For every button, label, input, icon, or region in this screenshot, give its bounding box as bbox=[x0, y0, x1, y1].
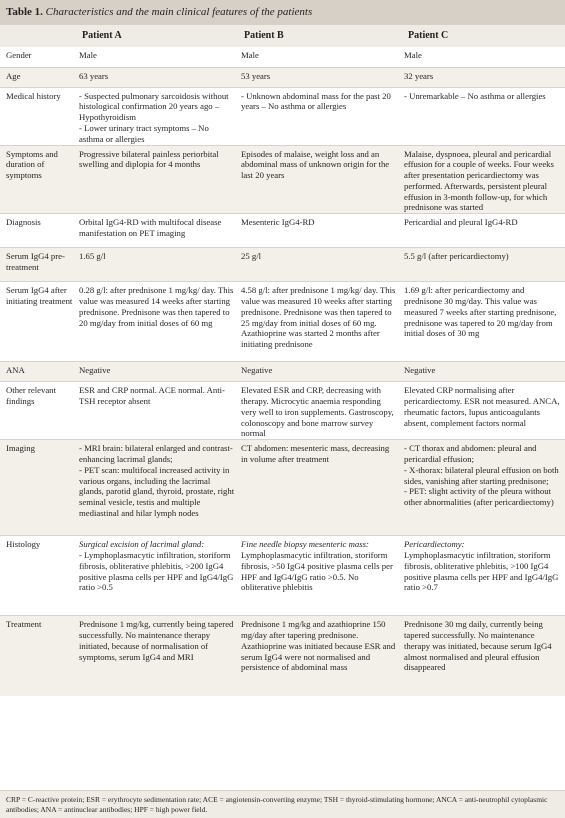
cell-patient-c bbox=[401, 67, 565, 87]
cell-text: Negative bbox=[404, 365, 436, 376]
cell-patient-b bbox=[238, 214, 401, 248]
column-header-patient-c: Patient C bbox=[408, 30, 449, 41]
cell-text: Prednisone 30 mg daily, currently being tapered successfully. No maintenance therapy was initiated, because serum IgG4 almost normalised and pleural effusion disappeared bbox=[404, 619, 552, 673]
cell-text: 25 g/l bbox=[241, 251, 262, 262]
cell-patient-b bbox=[238, 145, 401, 214]
row-label bbox=[0, 440, 76, 536]
cell-text: - PET: slight activity of the pleura without other abnormalities (after pericardiectomy) bbox=[404, 486, 554, 508]
cell-patient-c bbox=[401, 536, 565, 616]
table-row bbox=[0, 47, 565, 67]
row-label bbox=[0, 87, 76, 145]
cell-text: Serum IgG4 pre-treatment bbox=[6, 251, 65, 273]
row-label bbox=[0, 362, 76, 382]
cell-text: CT abdomen: mesenteric mass, decreasing in volume after treatment bbox=[241, 443, 390, 465]
cell-patient-b bbox=[238, 362, 401, 382]
table-row bbox=[0, 536, 565, 616]
cell-text: 53 years bbox=[241, 70, 271, 81]
cell-text: - X-thorax: bilateral pleural effusion on both sides, vanishing after starting prednisone; bbox=[404, 464, 559, 486]
cell-patient-c bbox=[401, 248, 565, 282]
table-row bbox=[0, 440, 565, 536]
cell-patient-b bbox=[238, 248, 401, 282]
cell-text: - Unknown abdominal mass for the past 20 years – No asthma or allergies bbox=[241, 90, 391, 112]
row-label bbox=[0, 67, 76, 87]
cell-patient-c bbox=[401, 362, 565, 382]
table-caption: Characteristics and the main clinical features of the patients bbox=[45, 6, 313, 18]
cell-text: Other relevant findings bbox=[6, 385, 56, 407]
cell-text: 1.65 g/l bbox=[79, 251, 106, 262]
row-label bbox=[0, 248, 76, 282]
cell-patient-c bbox=[401, 440, 565, 536]
cell-text: Negative bbox=[79, 365, 111, 376]
cell-patient-b bbox=[238, 47, 401, 67]
cell-text: Treatment bbox=[6, 619, 42, 630]
cell-text: 5.5 g/l (after pericardiectomy) bbox=[404, 251, 509, 262]
cell-text: ESR and CRP normal. ACE normal. Anti-TSH receptor absent bbox=[79, 385, 225, 407]
column-header-patient-b: Patient B bbox=[244, 30, 284, 41]
table-row bbox=[0, 616, 565, 696]
cell-patient-a bbox=[76, 440, 238, 536]
histology-method: Pericardiectomy: bbox=[404, 539, 465, 550]
table-row bbox=[0, 145, 565, 214]
cell-patient-a bbox=[76, 214, 238, 248]
cell-patient-b bbox=[238, 382, 401, 440]
cell-text: Male bbox=[404, 50, 422, 60]
cell-patient-b bbox=[238, 616, 401, 696]
cell-patient-c bbox=[401, 47, 565, 67]
table-row bbox=[0, 67, 565, 87]
cell-text: - Suspected pulmonary sarcoidosis without histological confirmation 20 years ago – Hypothyroidism bbox=[79, 90, 229, 123]
cell-text: - Unremarkable – No asthma or allergies bbox=[404, 90, 546, 101]
histology-method: Surgical excision of lacrimal gland: bbox=[79, 539, 205, 550]
cell-patient-a bbox=[76, 362, 238, 382]
row-label bbox=[0, 282, 76, 362]
cell-text: 4.58 g/l: after prednisone 1 mg/kg/ day. This value was measured 10 weeks after starting prednisone. Prednisone was then tapered to 25 mg/day from initial doses of 60 mg. Azathioprine was started 2 months after initiating prednisone bbox=[241, 285, 396, 350]
cell-text: Prednisone 1 mg/kg, currently being tapered successfully. No maintenance therapy initiated, because of normalisation of symptoms, serum IgG4 and MRI bbox=[79, 619, 234, 662]
table-row bbox=[0, 282, 565, 362]
cell-text: Pericardial and pleural IgG4-RD bbox=[404, 217, 518, 228]
row-label bbox=[0, 47, 76, 67]
cell-text: Lymphoplasmacytic infiltration, storiform fibrosis, >50 IgG4 positive plasma cells per HPF and IgG4/IgG ratio >0.5. No obliterative phlebitis bbox=[241, 550, 393, 593]
cell-patient-b bbox=[238, 87, 401, 145]
cell-patient-c bbox=[401, 616, 565, 696]
cell-patient-b bbox=[238, 440, 401, 536]
cell-patient-a bbox=[76, 282, 238, 362]
row-label bbox=[0, 536, 76, 616]
cell-patient-b bbox=[238, 536, 401, 616]
row-label bbox=[0, 145, 76, 214]
column-header-patient-a: Patient A bbox=[82, 30, 122, 41]
cell-patient-a bbox=[76, 67, 238, 87]
cell-text: Medical history bbox=[6, 90, 61, 101]
cell-text: Serum IgG4 after initiating treatment bbox=[6, 285, 73, 307]
cell-text: Symptoms and duration of symptoms bbox=[6, 148, 58, 181]
cell-text: Episodes of malaise, weight loss and an abdominal mass of unknown origin for the last 20 years bbox=[241, 148, 390, 181]
clinical-features-table bbox=[0, 47, 565, 696]
cell-text: Gender bbox=[6, 50, 32, 60]
cell-text: Elevated ESR and CRP, decreasing with therapy. Microcytic anaemia responding very well to iron supplements. Gastroscopy, colonoscopy and bone marrow survey normal bbox=[241, 385, 394, 439]
cell-patient-c bbox=[401, 87, 565, 145]
cell-text: - MRI brain: bilateral enlarged and contrast-enhancing lacrimal glands; bbox=[79, 443, 233, 465]
cell-patient-c bbox=[401, 282, 565, 362]
table-row bbox=[0, 362, 565, 382]
cell-patient-c bbox=[401, 214, 565, 248]
cell-patient-a bbox=[76, 145, 238, 214]
histology-method: Fine needle biopsy mesenteric mass: bbox=[241, 539, 369, 550]
table-label: Table 1. bbox=[6, 6, 43, 18]
cell-text: Lymphoplasmacytic infiltration, storiform fibrosis, obliterative phlebitis, >100 IgG4 positive plasma cells per HPF and IgG4/IgG ratio >0.7 bbox=[404, 550, 559, 593]
cell-text: Age bbox=[6, 70, 21, 81]
table-row bbox=[0, 214, 565, 248]
table-row bbox=[0, 87, 565, 145]
row-label bbox=[0, 616, 76, 696]
cell-patient-a bbox=[76, 536, 238, 616]
cell-text: 0.28 g/l: after prednisone 1 mg/kg/ day. This value was measured 14 weeks after starting prednisone. Prednisone was then tapered to 20 mg/day from initial doses of 60 mg bbox=[79, 285, 234, 328]
cell-text: Orbital IgG4-RD with multifocal disease manifestation on PET imaging bbox=[79, 217, 222, 239]
cell-text: - Lymphoplasmacytic infiltration, storiform fibrosis, obliterative phlebitis, >200 IgG4 positive plasma cells per HPF and IgG4/IgG ratio >0.5 bbox=[79, 550, 234, 593]
cell-text: Diagnosis bbox=[6, 217, 41, 228]
cell-text: 1.69 g/l: after pericardiectomy and prednisone 30 mg/day. This value was measured 7 weeks after starting prednisone, prednisone was tapered to 20 mg/day from initial doses of 30 mg bbox=[404, 285, 557, 339]
row-label bbox=[0, 214, 76, 248]
cell-text: Prednisone 1 mg/kg and azathioprine 150 mg/day after tapering prednisone. Azathioprine was initiated because ESR and serum IgG4 were not normalised and persistence of abdominal mass bbox=[241, 619, 396, 673]
cell-text: Malaise, dyspnoea, pleural and pericardial effusion for a couple of weeks. Four weeks after presentation pericardiectomy was performed. Afterwards, persistent pleural effusion in 3-month follow-up, for which prednisone was started bbox=[404, 148, 554, 213]
row-label bbox=[0, 382, 76, 440]
cell-patient-a bbox=[76, 248, 238, 282]
cell-patient-b bbox=[238, 282, 401, 362]
cell-text: Progressive bilateral painless periorbital swelling and diplopia for 4 months bbox=[79, 148, 219, 170]
table-footnote: CRP = C-reactive protein; ESR = erythrocyte sedimentation rate; ACE = angiotensin-converting enzyme; TSH = thyroid-stimulating hormone; ANCA = anti-neutrophil cytoplasmic antibodies; ANA = antinuclear antibodies; HPF = high power field. bbox=[0, 790, 565, 818]
cell-text: - Lower urinary tract symptoms – No asthma or allergies bbox=[79, 122, 209, 144]
cell-text: Histology bbox=[6, 539, 41, 550]
cell-patient-a bbox=[76, 47, 238, 67]
cell-text: Male bbox=[79, 50, 97, 60]
table-row bbox=[0, 382, 565, 440]
cell-patient-a bbox=[76, 382, 238, 440]
cell-text: Mesenteric IgG4-RD bbox=[241, 217, 315, 228]
cell-text: Imaging bbox=[6, 443, 35, 454]
table-row bbox=[0, 248, 565, 282]
cell-text: 32 years bbox=[404, 70, 434, 81]
cell-text: ANA bbox=[6, 365, 25, 376]
cell-text: Negative bbox=[241, 365, 273, 376]
cell-patient-b bbox=[238, 67, 401, 87]
cell-text: Male bbox=[241, 50, 259, 60]
cell-patient-a bbox=[76, 616, 238, 696]
cell-text: - PET scan: multifocal increased activity in various organs, including the lacrimal glands, parotid gland, thyroid, prostate, right seminal vesicle, testis and multiple mediastinal and hilar lymph nodes bbox=[79, 464, 235, 519]
cell-text: 63 years bbox=[79, 70, 109, 81]
cell-patient-c bbox=[401, 145, 565, 214]
table-title bbox=[0, 0, 565, 25]
table-header-row bbox=[0, 25, 565, 47]
cell-text: Elevated CRP normalising after pericardiectomy. ESR not measured. ANCA, rheumatic factors, lupus anticoagulants absent, complement factors normal bbox=[404, 385, 560, 428]
cell-text: - CT thorax and abdomen: pleural and pericardial effusion; bbox=[404, 443, 537, 465]
cell-patient-a bbox=[76, 87, 238, 145]
cell-patient-c bbox=[401, 382, 565, 440]
